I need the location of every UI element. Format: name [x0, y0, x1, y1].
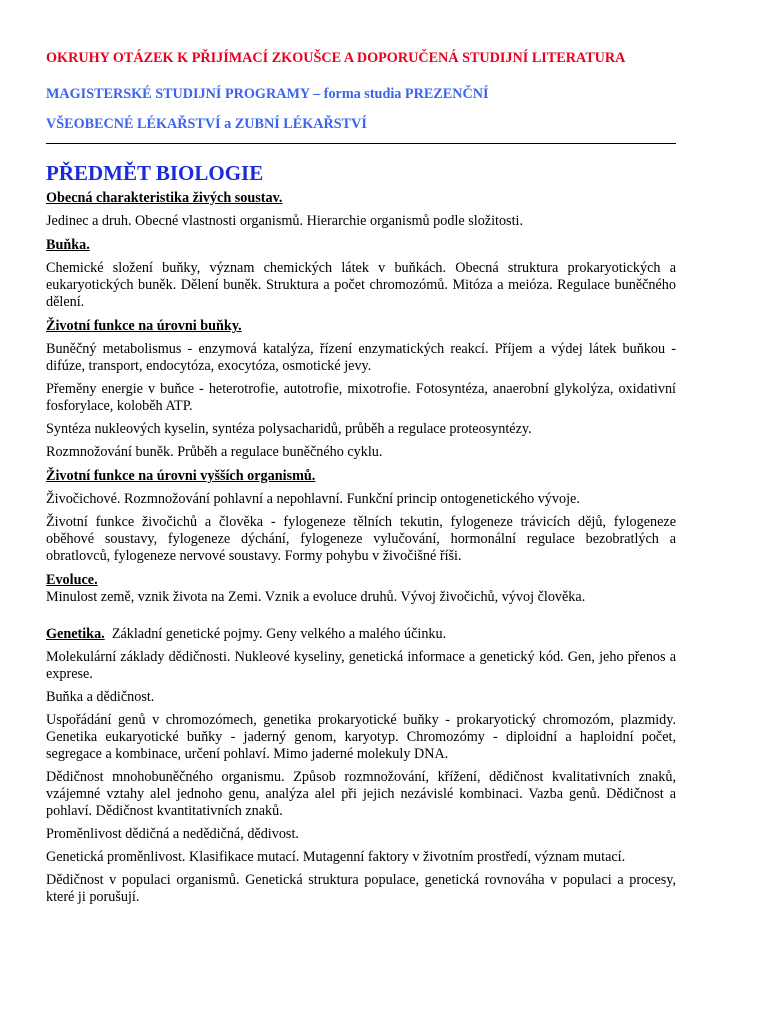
section-paragraph: Jedinec a druh. Obecné vlastnosti organismů. Hierarchie organismů podle složitosti. [46, 213, 524, 229]
section-paragraph: Minulost země, vznik života na Zemi. Vznik a evoluce druhů. Vývoj živočichů, vývoj člověka. [46, 589, 586, 605]
section-heading: Evoluce. [46, 572, 98, 588]
genetics-paragraph: Genetická proměnlivost. Klasifikace mutací. Mutagenní faktory v životním prostředí, význam mutací. [46, 849, 626, 865]
genetics-paragraph: Dědičnost v populaci organismů. Genetická struktura populace, genetická rovnováha v populaci a procesy, které ji porušují. [46, 872, 676, 905]
study-fields-heading: VŠEOBECNÉ LÉKAŘSTVÍ a ZUBNÍ LÉKAŘSTVÍ [46, 116, 367, 132]
subject-title: PŘEDMĚT BIOLOGIE [46, 161, 264, 185]
genetics-paragraph: Uspořádání genů v chromozómech, genetika prokaryotické buňky - prokaryotický chromozóm, plazmidy. Genetika eukaryotické buňky - jaderný genom, karyotyp. Chromozómy - diploidní a haploidní počet, segregace a kombinace, určení pohlaví. Mimo jaderné molekuly DNA. [46, 712, 676, 762]
section-paragraph: Rozmnožování buněk. Průběh a regulace buněčného cyklu. [46, 444, 383, 460]
genetics-paragraph: Buňka a dědičnost. [46, 689, 155, 705]
genetics-paragraph: Proměnlivost dědičná a nedědičná, dědivost. [46, 826, 299, 842]
section-paragraph: Buněčný metabolismus - enzymová katalýza, řízení enzymatických reakcí. Příjem a výdej látek buňkou - difúze, transport, endocytóza, exocytóza, osmotické jevy. [46, 341, 676, 374]
genetics-intro [46, 626, 676, 643]
section-paragraph: Životní funkce živočichů a člověka - fylogeneze tělních tekutin, fylogeneze trávicích dějů, fylogeneze oběhové soustavy, fylogeneze dýchání, fylogeneze vylučování, hormonální regulace bezobratlých a obratlovců, fylogeneze nervové soustavy. Formy pohybu v živočišné říši. [46, 514, 676, 564]
section-paragraph: Přeměny energie v buňce - heterotrofie, autotrofie, mixotrofie. Fotosyntéza, anaerobní glykolýza, oxidativní fosforylace, koloběh ATP. [46, 381, 676, 414]
genetics-paragraph: Molekulární základy dědičnosti. Nukleové kyseliny, genetická informace a genetický kód. Gen, jeho přenos a exprese. [46, 649, 676, 682]
header-divider [46, 143, 676, 144]
study-program-heading: MAGISTERSKÉ STUDIJNÍ PROGRAMY – forma studia PREZENČNÍ [46, 86, 489, 102]
section-heading: Obecná charakteristika živých soustav. [46, 190, 283, 206]
genetics-paragraph: Dědičnost mnohobuněčného organismu. Způsob rozmnožování, křížení, dědičnost kvalitativních znaků, vzájemné vztahy alel jednoho genu, analýza alel při jejich nezávislé kombinaci. Vazba genů. Dědičnost a pohlaví. Dědičnost kvantitativních znaků. [46, 769, 676, 819]
document-title: OKRUHY OTÁZEK K PŘIJÍMACÍ ZKOUŠCE A DOPORUČENÁ STUDIJNÍ LITERATURA [46, 50, 626, 66]
spacer [46, 606, 676, 626]
section-paragraph: Chemické složení buňky, význam chemických látek v buňkách. Obecná struktura prokaryotických a eukaryotických buněk. Dělení buněk. Struktura a počet chromozómů. Mitóza a meióza. Regulace buněčného dělení. [46, 260, 676, 310]
section-paragraph: Živočichové. Rozmnožování pohlavní a nepohlavní. Funkční princip ontogenetického vývoje. [46, 491, 580, 507]
genetics-heading: Genetika. [46, 626, 105, 642]
section-heading: Životní funkce na úrovni buňky. [46, 318, 242, 334]
section-heading: Životní funkce na úrovni vyšších organismů. [46, 468, 316, 484]
document-content [46, 46, 676, 912]
section-heading: Buňka. [46, 237, 90, 253]
section-paragraph: Syntéza nukleových kyselin, syntéza polysacharidů, průběh a regulace proteosyntézy. [46, 421, 532, 437]
genetics-intro-text: Základní genetické pojmy. Geny velkého a malého účinku. [104, 626, 447, 642]
